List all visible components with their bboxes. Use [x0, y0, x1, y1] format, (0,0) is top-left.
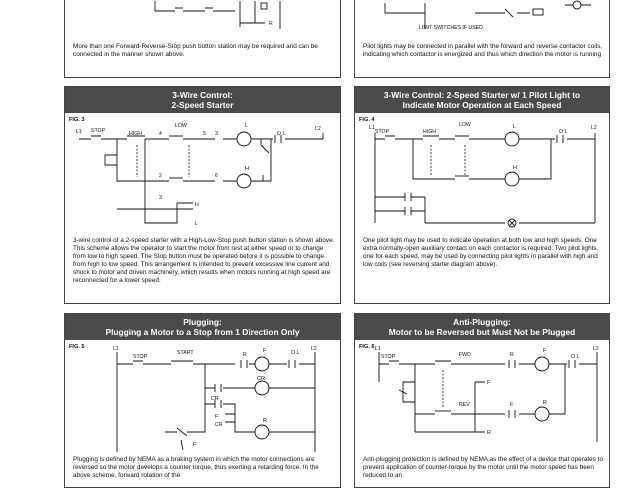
fig3-description: 3-wire control of a 2-speed starter with a High-Low-Stop push button station is shown above. This scheme allows the operator to start the motor from rest at either speed or to change from low to high speed. The Stop button must be operated before it is possible to change from high to low speed. This arrangement is intended to prevent excessive line current and shock to motor and driven machinery, which results when motors running at high speed are reconnected for a lower speed. [73, 237, 335, 285]
fig6-title-line1: Anti-Plugging: [453, 317, 511, 327]
fig4-label: FIG. 4 [359, 117, 375, 123]
fig5-coil-r-label: R [263, 418, 268, 424]
fig4-coil-h [505, 172, 519, 186]
fig5-coil-f-label: F [263, 348, 267, 354]
fig6-l2: L2 [593, 346, 599, 352]
fig6-stop: STOP [381, 354, 396, 360]
fig3-coil-h-label: H [245, 166, 250, 172]
panel-top-left [64, 0, 341, 78]
fig3-low: LOW [175, 123, 187, 129]
svg-text:4: 4 [159, 131, 162, 137]
fig4-coil-l-label: L [513, 124, 517, 130]
fig3-stop: STOP [91, 128, 106, 134]
svg-text:F: F [215, 414, 219, 420]
fig6-diagram [355, 342, 610, 454]
fig5-ol: O L [291, 350, 300, 356]
fig4-stop: STOP [375, 129, 390, 135]
fig4-description: One pilot light may be used to indicate operation at both low and high speeds. One extra normally-open auxiliary contact on each contactor is required. Two pilot lights, one for each speed, may be used by connecting pilot lights in parallel with high and low coils (see reversing starter diagram above). [363, 237, 599, 269]
svg-text:L: L [195, 221, 198, 227]
fig6-l1: L1 [375, 346, 381, 352]
svg-text:2: 2 [159, 173, 162, 179]
fig3-header [65, 87, 340, 113]
fig5-start: START [177, 350, 194, 356]
fig4-diagram [355, 119, 610, 237]
fig4-title-line2: Indicate Motor Operation at Each Speed [402, 100, 562, 110]
svg-text:3: 3 [215, 131, 218, 137]
top-right-description: Pilot lights may be connected in parallel with the forward and reverse contactor coils, indicating which contactor is energized and thus which direction the motor is running. [363, 43, 603, 59]
fig4-low: LOW [459, 122, 471, 128]
fig6-coil-f-label: F [543, 348, 547, 354]
fig3-title-line1: 3-Wire Control: [172, 90, 233, 100]
fig3-label: FIG. 3 [69, 117, 85, 123]
fig5-coil-cr [255, 381, 269, 395]
panel-top-right [354, 0, 610, 78]
limit-switch-label: LIMIT SWITCHES IF USED [419, 25, 483, 31]
top-left-description: More than one Forward-Reverse-Stop push button station may be required and can be connected in the manner shown above. [73, 43, 318, 59]
svg-text:F: F [487, 380, 491, 386]
fig4-coil-h-label: H [513, 165, 518, 171]
fig4-coil-l [505, 132, 519, 146]
fig4-header [355, 87, 609, 113]
fig3-title-line2: 2-Speed Starter [171, 100, 234, 110]
fig5-stop: STOP [133, 354, 148, 360]
fig6-coil-r-label: R [543, 400, 548, 406]
svg-text:R: R [510, 352, 514, 358]
fig6-header [355, 314, 609, 340]
panel-fig3 [64, 86, 341, 304]
fig6-rev: REV [459, 402, 470, 408]
fig3-coil-l-label: L [245, 123, 249, 129]
fig3-l1: L1 [76, 129, 82, 135]
svg-text:5: 5 [203, 131, 206, 137]
fig5-diagram [65, 342, 341, 454]
fig5-coil-r [255, 425, 269, 439]
fig5-title-line1: Plugging: [183, 317, 222, 327]
fig4-title-line1: 3-Wire Control: 2-Speed Starter w/ 1 Pilot Light to [383, 90, 581, 100]
panel-fig4 [354, 86, 610, 304]
panel-fig5 [64, 313, 341, 488]
fig3-l2: L2 [315, 126, 321, 132]
panel-fig6 [354, 313, 610, 488]
fig4-ol: O L [559, 129, 568, 135]
svg-text:3: 3 [159, 195, 162, 201]
fig6-coil-f [535, 357, 549, 371]
fig5-speed-switch-label: F [193, 442, 197, 448]
fig5-description: Plugging is defined by NEMA as a braking system in which the motor connections are reversed so the motor develops a counter torque, thus exerting a retarding force. In the above scheme, forward rotation of the [73, 456, 319, 480]
svg-text:R: R [487, 430, 491, 436]
fig4-l1: L1 [369, 125, 375, 131]
fig3-ol: O L [277, 131, 286, 137]
fig6-coil-r [535, 407, 549, 421]
top-left-diagram [65, 0, 341, 39]
fig3-coil-l [237, 132, 251, 146]
fig5-label: FIG. 5 [69, 344, 85, 350]
fig4-high: HIGH [423, 129, 436, 135]
fig4-l2: L2 [591, 125, 597, 131]
svg-text:CR: CR [211, 396, 219, 402]
fig5-l2: L2 [311, 346, 317, 352]
fig3-coil-h [237, 174, 251, 188]
fig5-title-line2: Plugging a Motor to a Stop from 1 Direction Only [105, 327, 300, 337]
svg-text:F: F [510, 402, 514, 408]
fig5-coil-f [255, 357, 269, 371]
fig6-description: Anti-plugging protection is defined by NEMA as the effect of a device that operates to prevent application of counter-torque by the motor until the motor speed has been reduced to an [363, 456, 604, 480]
fig6-label: FIG. 6 [359, 344, 375, 350]
svg-text:6: 6 [215, 173, 218, 179]
fig5-l1: L1 [113, 346, 119, 352]
svg-text:R: R [243, 352, 247, 358]
fig3-high: HIGH [129, 131, 142, 137]
svg-text:R: R [269, 21, 273, 27]
fig3-diagram [65, 119, 341, 237]
fig6-ol: O L [571, 354, 580, 360]
top-right-diagram [355, 0, 610, 39]
fig5-header [65, 314, 340, 340]
svg-text:CR: CR [215, 422, 223, 428]
svg-text:H: H [195, 202, 199, 208]
fig6-fwd: FWD [459, 352, 471, 358]
fig6-title-line2: Motor to be Reversed but Must Not be Plugged [388, 327, 576, 337]
fig5-coil-cr-label: CR [257, 376, 266, 382]
